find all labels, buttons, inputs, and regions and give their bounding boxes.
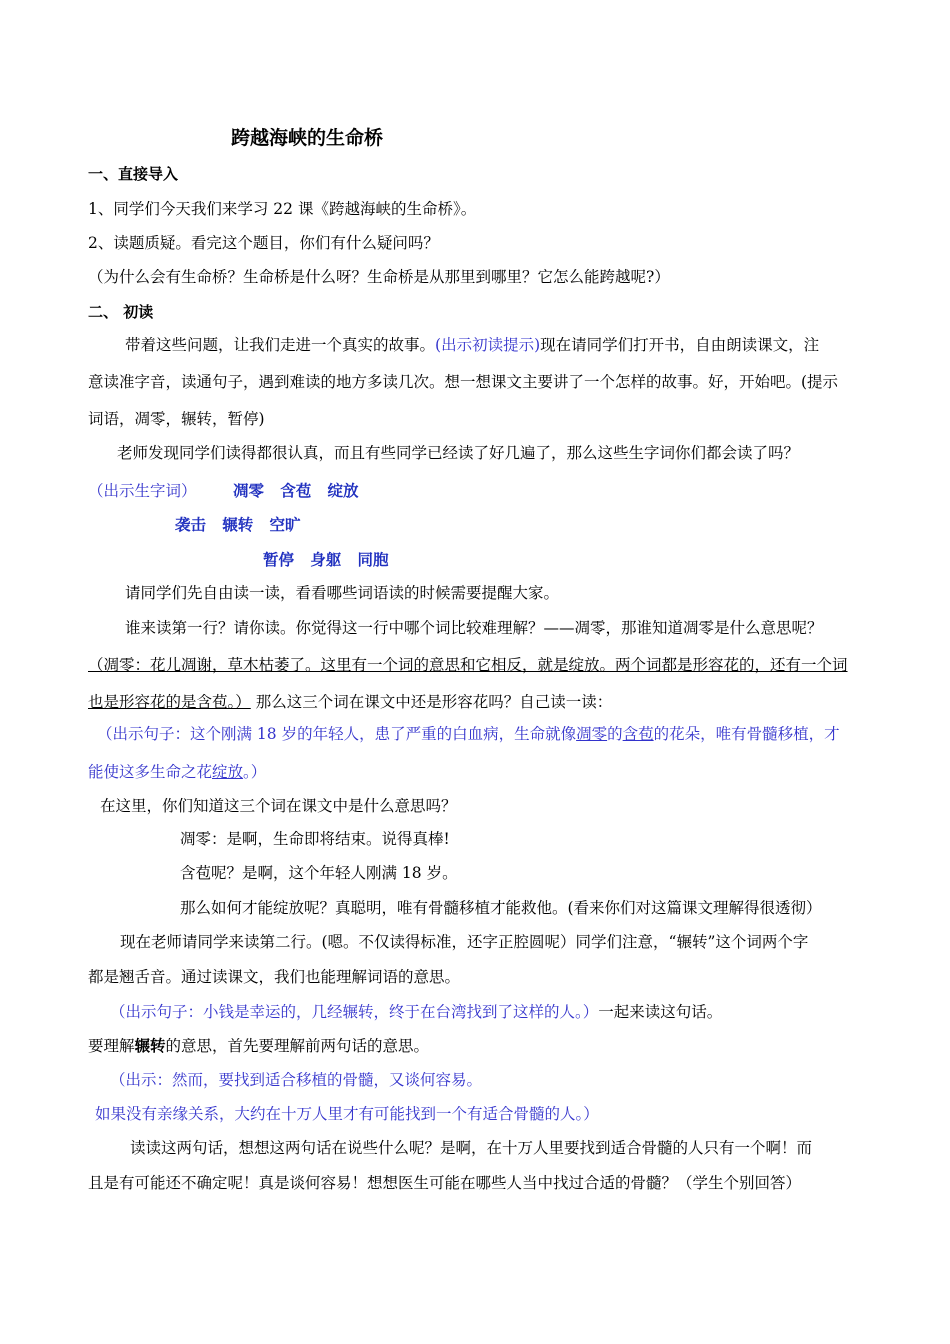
vocab-word: 含苞 <box>280 482 312 500</box>
intro-line-1: 1、同学们今天我们来学习 22 课《跨越海峡的生命桥》。 <box>88 200 477 218</box>
question-1: 在这里，你们知道这三个词在课文中是什么意思吗？ <box>100 797 457 815</box>
paragraph-1-line-3: 词语，凋零，辗转，暂停) <box>88 410 265 428</box>
intro-line-3: （为什么会有生命桥？生命桥是什么呀？生命桥是从那里到哪里？它怎么能跨越呢?） <box>88 268 670 286</box>
vocab-row-2 <box>175 515 300 535</box>
section-heading-intro: 一、直接导入 <box>88 165 179 183</box>
sentence-1-line-1: （出示句子：这个刚满 18 岁的年轻人，患了严重的白血病，生命就像凋零的含苞的花朵，唯有骨髓移植，才 <box>97 725 840 743</box>
vocab-word: 暂停 <box>263 551 295 569</box>
paragraph-5-line-1: （凋零：花儿凋谢，草木枯萎了。这里有一个词的意思和它相反，就是绽放。两个词都是形容花的，还有一个词 <box>88 656 848 674</box>
document-title: 跨越海峡的生命桥 <box>231 127 384 149</box>
paragraph-6-line-1: 现在老师请同学来读第二行。(嗯。不仅读得标准，还字正腔圆呢）同学们注意，“辗转”这个词两个字 <box>120 933 809 951</box>
vocab-word: 空旷 <box>269 516 301 534</box>
vocab-word: 身躯 <box>310 551 342 569</box>
answer-3: 那么如何才能绽放呢？真聪明，唯有骨髓移植才能救他。(看来你们对这篇课文理解得很透彻） <box>180 899 822 917</box>
vocab-word: 辗转 <box>222 516 254 534</box>
vocab-word: 凋零 <box>233 482 265 500</box>
sentence-2: （出示句子：小钱是幸运的，几经辗转，终于在台湾找到了这样的人。）一起来读这句话。 <box>110 1003 723 1021</box>
paragraph-6-line-2: 都是翘舌音。通过读课文，我们也能理解词语的意思。 <box>88 968 461 986</box>
words-label: （出示生字词） <box>88 482 197 500</box>
intro-line-2: 2、读题质疑。看完这个题目，你们有什么疑问吗？ <box>88 234 439 252</box>
answer-1: 凋零：是啊，生命即将结束。说得真棒! <box>180 830 450 848</box>
sentence-1-line-2: 能使这多生命之花绽放。） <box>88 763 267 781</box>
vocab-row-1 <box>233 481 358 501</box>
paragraph-2: 老师发现同学们读得都很认真，而且有些同学已经读了好几遍了，那么这些生字词你们都会读了吗？ <box>117 444 800 462</box>
paragraph-8-line-1: 读读这两句话，想想这两句话在说些什么呢？是啊，在十万人里要找到适合骨髓的人只有一个啊！而 <box>130 1139 813 1157</box>
answer-2: 含苞呢？是啊，这个年轻人刚满 18 岁。 <box>180 864 458 882</box>
sentence-3-line-1: （出示：然而，要找到适合移植的骨髓，又谈何容易。 <box>110 1071 483 1089</box>
paragraph-1-line-2: 意读准字音，读通句子，遇到难读的地方多读几次。想一想课文主要讲了一个怎样的故事。好，开始吧。(提示 <box>88 373 839 391</box>
paragraph-8-line-2: 且是有可能还不确定呢！真是谈何容易！想想医生可能在哪些人当中找过合适的骨髓？（学生个别回答） <box>88 1174 802 1192</box>
reading-hint: (出示初读提示) <box>435 336 541 354</box>
paragraph-4: 谁来读第一行？请你读。你觉得这一行中哪个词比较难理解？——凋零，那谁知道凋零是什么意思呢？ <box>125 619 823 637</box>
paragraph-1-line-1: 带着这些问题，让我们走进一个真实的故事。(出示初读提示)现在请同学们打开书，自由朗读课文，注 <box>125 336 820 354</box>
vocab-word: 同胞 <box>357 551 389 569</box>
paragraph-3: 请同学们先自由读一读，看看哪些词语读的时候需要提醒大家。 <box>125 584 560 602</box>
sentence-3-line-2: 如果没有亲缘关系，大约在十万人里才有可能找到一个有适合骨髓的人。） <box>95 1105 599 1123</box>
paragraph-5-line-2: 也是形容花的是含苞。） 那么这三个词在课文中还是形容花吗？自己读一读： <box>88 693 613 711</box>
vocab-word: 袭击 <box>175 516 207 534</box>
paragraph-7: 要理解辗转的意思，首先要理解前两句话的意思。 <box>88 1037 430 1055</box>
vocab-word: 绽放 <box>327 482 359 500</box>
section-heading-first-read: 二、 初读 <box>88 303 154 321</box>
vocab-row-3 <box>263 550 388 570</box>
